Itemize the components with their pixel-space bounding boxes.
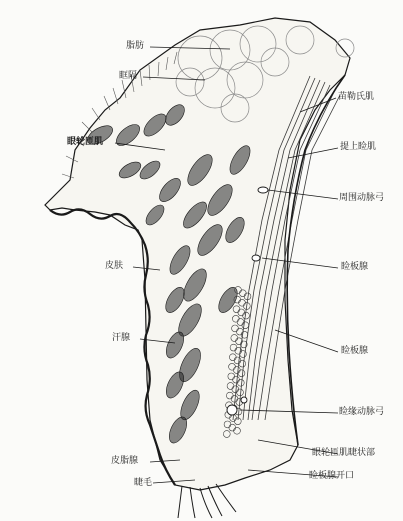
label-sweat-gland: 汗腺 <box>112 333 131 343</box>
label-orbital-septum: 眶隔 <box>119 71 138 81</box>
label-tarsal-gland-upper: 睑板腺 <box>341 262 369 272</box>
label-eyelash: 睫毛 <box>134 478 153 488</box>
label-levator: 提上睑肌 <box>340 142 377 152</box>
label-fat: 脂肪 <box>126 41 145 51</box>
label-skin: 皮肤 <box>105 261 124 271</box>
label-orbicularis: 眼轮匝肌 <box>67 137 104 147</box>
label-riolan-muscle: 眼轮匝肌睫状部 <box>312 448 376 458</box>
label-sebaceous-gland: 皮脂腺 <box>111 456 139 466</box>
label-tarsal-plate: 睑板腺 <box>341 346 369 356</box>
label-marginal-arcade: 睑缘动脉弓 <box>339 407 385 417</box>
label-tarsal-orifice: 睑板腺开口 <box>309 471 355 481</box>
label-peripheral-arcade: 周围动脉弓 <box>339 193 385 203</box>
label-mullers-muscle: 苗勒氏肌 <box>338 92 375 102</box>
